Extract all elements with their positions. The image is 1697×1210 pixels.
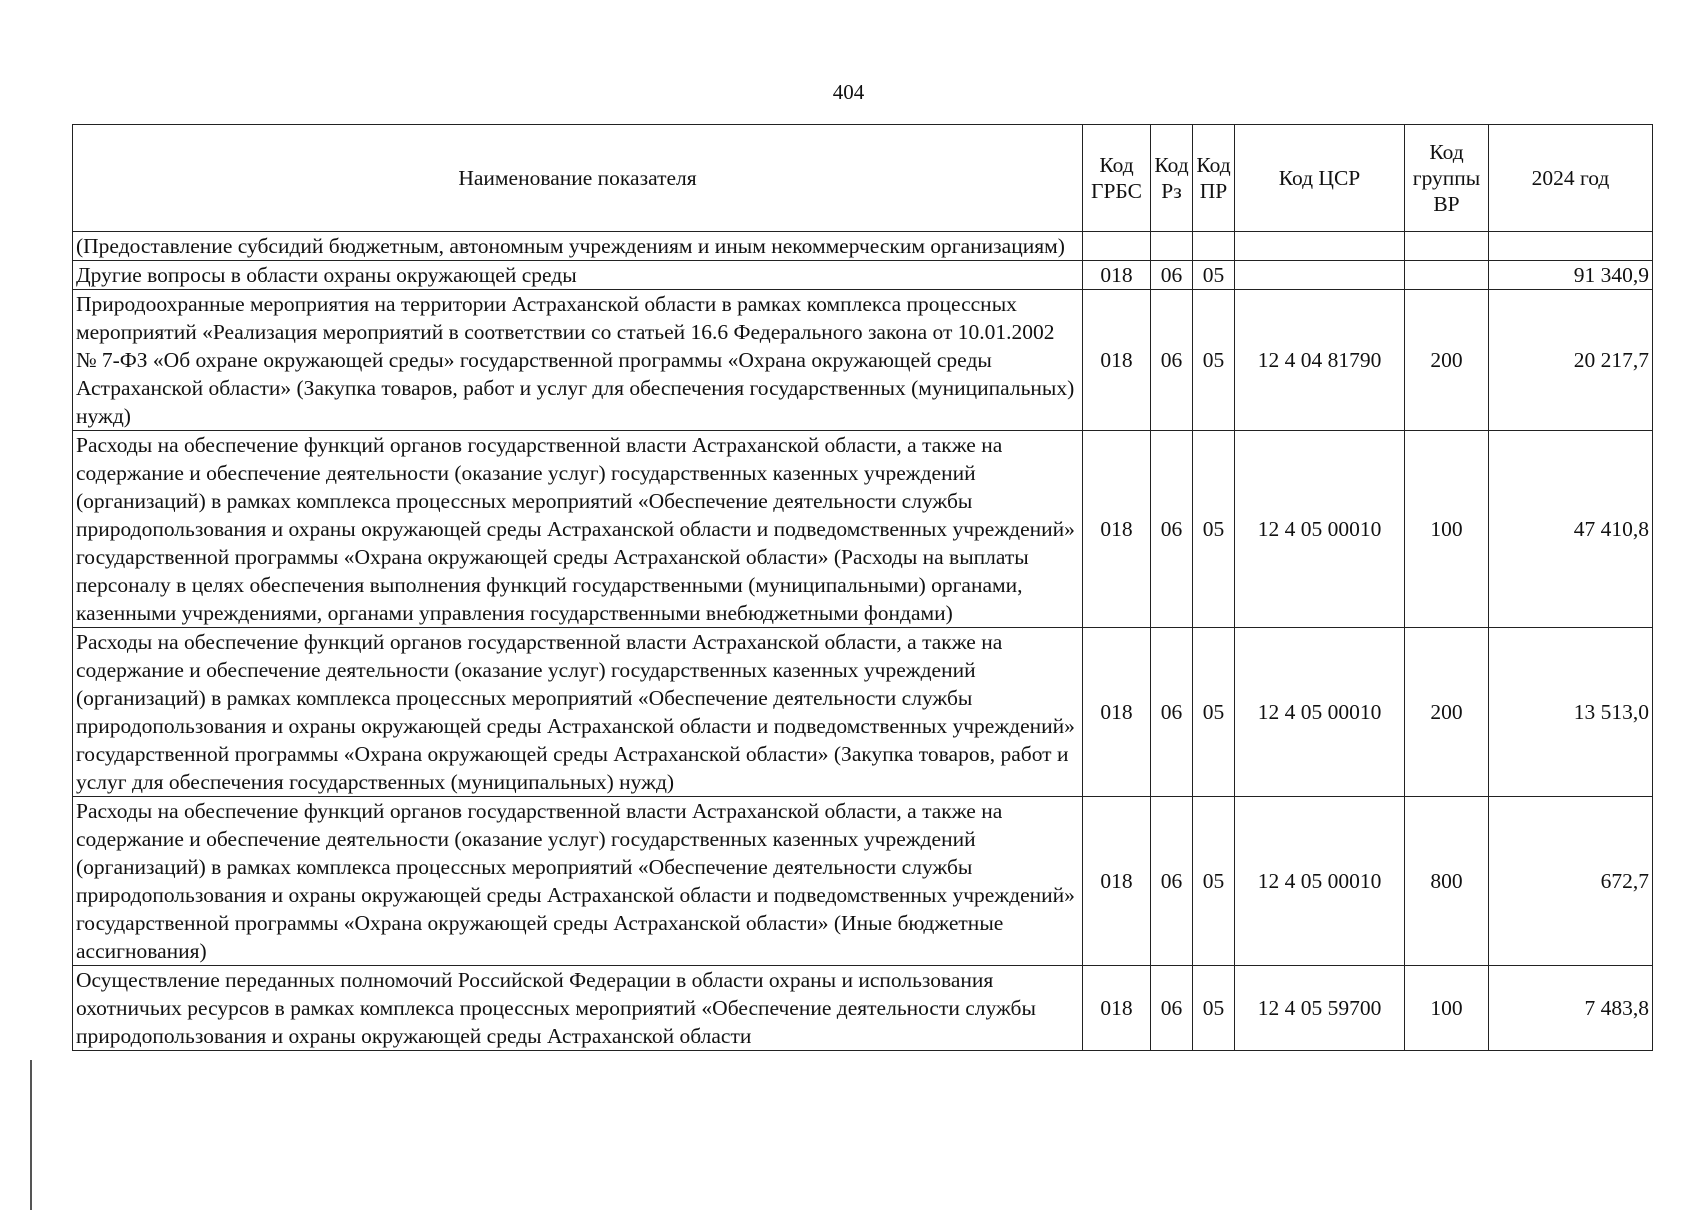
row-rz: 06 xyxy=(1151,290,1193,431)
row-amount: 672,7 xyxy=(1489,797,1653,966)
row-grbs: 018 xyxy=(1083,261,1151,290)
header-year: 2024 год xyxy=(1489,125,1653,232)
row-csr: 12 4 05 59700 xyxy=(1235,966,1405,1051)
row-grbs xyxy=(1083,232,1151,261)
table-row xyxy=(73,797,1653,966)
row-name: Расходы на обеспечение функций органов государственной власти Астраханской области, а также на содержание и обеспечение деятельности (оказание услуг) государственных казенных учреждений (организаций) в рамках комплекса процессных мероприятий «Обеспечение деятельности службы природопользования и охраны окружающей среды Астраханской области и подведомственных учреждений» государственной программы «Охрана окружающей среды Астраханской области» (Закупка товаров, работ и услуг для обеспечения государственных (муниципальных) нужд) xyxy=(73,628,1083,797)
table-row xyxy=(73,290,1653,431)
row-amount: 20 217,7 xyxy=(1489,290,1653,431)
row-vr: 800 xyxy=(1405,797,1489,966)
row-csr: 12 4 05 00010 xyxy=(1235,797,1405,966)
table-row xyxy=(73,966,1653,1051)
header-grbs: Код ГРБС xyxy=(1083,125,1151,232)
row-pr: 05 xyxy=(1193,966,1235,1051)
row-csr xyxy=(1235,261,1405,290)
row-grbs: 018 xyxy=(1083,431,1151,628)
header-rz: Код Рз xyxy=(1151,125,1193,232)
row-grbs: 018 xyxy=(1083,966,1151,1051)
budget-table xyxy=(72,124,1653,1051)
row-amount xyxy=(1489,232,1653,261)
row-pr xyxy=(1193,232,1235,261)
row-amount: 13 513,0 xyxy=(1489,628,1653,797)
row-name: Природоохранные мероприятия на территории Астраханской области в рамках комплекса процессных мероприятий «Реализация мероприятий в соответствии со статьей 16.6 Федерального закона от 10.01.2002 № 7-ФЗ «Об охране окружающей среды» государственной программы «Охрана окружающей среды Астраханской области» (Закупка товаров, работ и услуг для обеспечения государственных (муниципальных) нужд) xyxy=(73,290,1083,431)
row-name: Осуществление переданных полномочий Российской Федерации в области охраны и использования охотничьих ресурсов в рамках комплекса процессных мероприятий «Обеспечение деятельности службы природопользования и охраны окружающей среды Астраханской области xyxy=(73,966,1083,1051)
row-vr: 100 xyxy=(1405,966,1489,1051)
table-row xyxy=(73,261,1653,290)
header-csr: Код ЦСР xyxy=(1235,125,1405,232)
row-vr xyxy=(1405,261,1489,290)
row-rz: 06 xyxy=(1151,966,1193,1051)
row-pr: 05 xyxy=(1193,290,1235,431)
row-vr: 200 xyxy=(1405,628,1489,797)
row-amount: 91 340,9 xyxy=(1489,261,1653,290)
row-csr: 12 4 04 81790 xyxy=(1235,290,1405,431)
table-row xyxy=(73,628,1653,797)
row-rz: 06 xyxy=(1151,431,1193,628)
row-name: (Предоставление субсидий бюджетным, автономным учреждениям и иным некоммерческим организациям) xyxy=(73,232,1083,261)
row-vr xyxy=(1405,232,1489,261)
row-csr: 12 4 05 00010 xyxy=(1235,628,1405,797)
header-pr: Код ПР xyxy=(1193,125,1235,232)
row-pr: 05 xyxy=(1193,628,1235,797)
row-name: Расходы на обеспечение функций органов государственной власти Астраханской области, а также на содержание и обеспечение деятельности (оказание услуг) государственных казенных учреждений (организаций) в рамках комплекса процессных мероприятий «Обеспечение деятельности службы природопользования и охраны окружающей среды Астраханской области и подведомственных учреждений» государственной программы «Охрана окружающей среды Астраханской области» (Расходы на выплаты персоналу в целях обеспечения выполнения функций государственными (муниципальными) органами, казенными учреждениями, органами управления государственными внебюджетными фондами) xyxy=(73,431,1083,628)
row-csr xyxy=(1235,232,1405,261)
page-number: 404 xyxy=(832,80,865,104)
row-vr: 100 xyxy=(1405,431,1489,628)
row-pr: 05 xyxy=(1193,797,1235,966)
header-row xyxy=(73,125,1653,232)
header-name: Наименование показателя xyxy=(73,125,1083,232)
scan-edge-line xyxy=(30,1060,32,1210)
row-name: Другие вопросы в области охраны окружающей среды xyxy=(73,261,1083,290)
row-amount: 47 410,8 xyxy=(1489,431,1653,628)
row-rz xyxy=(1151,232,1193,261)
row-rz: 06 xyxy=(1151,628,1193,797)
row-rz: 06 xyxy=(1151,797,1193,966)
row-pr: 05 xyxy=(1193,431,1235,628)
table-row xyxy=(73,431,1653,628)
row-csr: 12 4 05 00010 xyxy=(1235,431,1405,628)
row-rz: 06 xyxy=(1151,261,1193,290)
row-pr: 05 xyxy=(1193,261,1235,290)
row-amount: 7 483,8 xyxy=(1489,966,1653,1051)
header-vr: Код группы ВР xyxy=(1405,125,1489,232)
row-grbs: 018 xyxy=(1083,290,1151,431)
table-row xyxy=(73,232,1653,261)
row-name: Расходы на обеспечение функций органов государственной власти Астраханской области, а также на содержание и обеспечение деятельности (оказание услуг) государственных казенных учреждений (организаций) в рамках комплекса процессных мероприятий «Обеспечение деятельности службы природопользования и охраны окружающей среды Астраханской области и подведомственных учреждений» государственной программы «Охрана окружающей среды Астраханской области» (Иные бюджетные ассигнования) xyxy=(73,797,1083,966)
row-grbs: 018 xyxy=(1083,797,1151,966)
row-grbs: 018 xyxy=(1083,628,1151,797)
row-vr: 200 xyxy=(1405,290,1489,431)
